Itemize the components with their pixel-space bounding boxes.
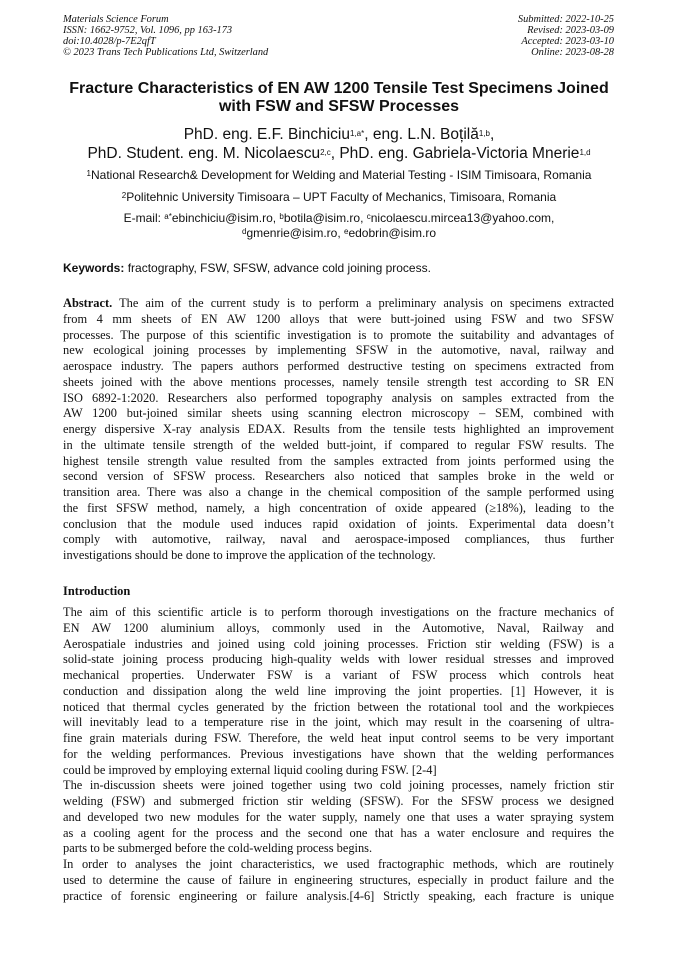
introduction-body <box>63 605 614 904</box>
author: , eng. L.N. Boțilă <box>364 126 479 143</box>
intro-line: fine grain materials during FSW. Therefore, the weld heat input control seems to be very important <box>63 731 614 745</box>
email-sup: c <box>366 212 371 221</box>
submitted-date: Submitted: 2022-10-25 <box>517 14 614 25</box>
intro-line: noticed that thermal cycles generated by the friction between the rotational tool and the workpieces <box>63 699 614 714</box>
author: , PhD. eng. Gabriela-Victoria Mnerie <box>330 145 580 162</box>
issn: ISSN: 1662-9752, Vol. 1096, pp 163-173 <box>63 24 233 36</box>
intro-line: solid-state joining process producing high-quality welds with lower residual stresses and improved <box>63 652 614 667</box>
paper-title <box>40 80 638 116</box>
affiliation-2 <box>20 190 658 204</box>
abstract <box>63 296 614 564</box>
separator: , <box>489 126 495 143</box>
intro-line: will inevitably lead to a temperature rise in the joint, which may result in the coarsening of ultra- <box>63 715 614 730</box>
abstract-line: ISO 6892-1:2020. Researchers also performed topography analysis on samples extracted from the <box>63 390 614 405</box>
abstract-line: processes. The purpose of this scientific investigation is to promote the suitability and advantages of <box>63 327 614 342</box>
title-line: Fracture Characteristics of EN AW 1200 Tensile Test Specimens Joined <box>69 80 609 97</box>
abstract-line: the first SFSW method, namely, a high concentration of oxide appeared (≥18%), leading to the <box>63 500 614 515</box>
author-sup: 1,d <box>579 148 591 157</box>
intro-line: as a cooling agent for the process and the second one that has a water enclosure and requires the <box>63 825 614 840</box>
keywords-label: Keywords: <box>63 261 125 275</box>
intro-line: conduction and dissipation along the weld line improving the joint properties. [1] However, it is <box>63 683 614 698</box>
accepted-date: Accepted: 2023-03-10 <box>521 35 614 47</box>
email: botila@isim.ro, <box>283 211 367 225</box>
intro-line: could be improved by employing external liquid cooling during FSW. [2-4] <box>63 762 437 777</box>
journal-info <box>63 15 268 59</box>
revised-date: Revised: 2023-03-09 <box>527 24 614 36</box>
intro-line: EN AW 1200 aluminium alloys, commonly used in the Automotive, Naval, Railway and <box>63 620 614 635</box>
abstract-line: AW 1200 but-joined similar sheets using scanning electron microscopy – SEM, combined with <box>63 406 614 421</box>
authors <box>20 125 658 163</box>
abstract-line: new ecological joining processes by implementing SFSW in the automotive, naval, railway and <box>63 343 614 358</box>
aff-text: National Research& Development for Welding and Material Testing - ISIM Timisoara, Romania <box>91 168 592 182</box>
email-sup: d <box>242 227 247 236</box>
abstract-line: highest tensile strength value resulted from the samples extracted from joints performed using the <box>63 453 614 468</box>
online-date: Online: 2023-08-28 <box>531 46 614 58</box>
intro-line: for the welding performances. Previous investigations have shown that the welding performances <box>63 746 614 761</box>
journal-name: Materials Science Forum <box>63 14 169 25</box>
intro-line: practice of forensic engineering or failure analysis.[4-6] Strictly speaking, each fracture is unique <box>63 888 614 903</box>
email: edobrin@isim.ro <box>348 226 436 240</box>
abstract-label: Abstract. <box>63 296 113 310</box>
email-label: E-mail: <box>123 211 165 225</box>
author-sup: 1,a* <box>350 129 365 138</box>
intro-line: mechanical properties. Underwater FSW is a variant of FSW process which controls heat <box>63 668 614 682</box>
intro-line: parts to be submerged before the cold-welding process begins. <box>63 841 373 856</box>
email: nicolaescu.mircea13@yahoo.com, <box>370 211 555 225</box>
abstract-line: second version of SFSW process. Researchers also noticed that samples broke in the weld or <box>63 469 614 484</box>
abstract-line: aerospace industry. The papers authors performed destructive testing on specimens extracted from <box>63 359 614 373</box>
abstract-line: transition area. There was also a change in the chemical composition of the sample performed using <box>63 485 614 499</box>
dates-info <box>518 15 614 59</box>
abstract-line: energy dispersive X-ray analysis EDAX. Results from the tensile tests highlighted an improvement <box>63 422 614 436</box>
intro-line: welding (FSW) and submerged friction stir welding (SFSW). For the SFSW process we designed <box>63 794 614 808</box>
doi: doi:10.4028/p-7E2qfT <box>63 35 156 47</box>
aff-text: Politehnic University Timisoara – UPT Faculty of Mechanics, Timisoara, Romania <box>126 190 557 204</box>
email-sup: a* <box>164 212 172 221</box>
abstract-line: comply with automotive, railway, naval and aerospace-imposed compliances, thus further <box>63 532 614 547</box>
aff-sup: 1 <box>86 169 91 178</box>
title-line: with FSW and SFSW Processes <box>218 98 460 115</box>
emails <box>20 211 658 240</box>
intro-line: and developed two new modules for the water supply, namely one that uses a water spraying system <box>63 809 614 824</box>
author-sup: 1,b <box>478 129 490 138</box>
author: PhD. eng. E.F. Binchiciu <box>183 126 350 143</box>
email-sup: e <box>344 227 349 236</box>
author-sup: 2,c <box>320 148 331 157</box>
abstract-line: in the ultimate tensile strength of the welded butt-joint, if compared to regular FSW results. The <box>63 437 614 452</box>
author: PhD. Student. eng. M. Nicolaescu <box>87 145 321 162</box>
abstract-line <box>63 296 614 312</box>
abstract-line: from 4 mm sheets of EN AW 1200 alloys that were butt-joined using FSW and two SFSW <box>63 311 614 326</box>
affiliation-1 <box>20 168 658 182</box>
keywords <box>63 261 431 275</box>
intro-line: Aerospatiale industries and joined using cold joining processes. Friction stir welding (FSW) is a <box>63 636 614 651</box>
keywords-text: fractography, FSW, SFSW, advance cold joining process. <box>124 261 431 275</box>
abstract-text: The aim of the current study is to perform a preliminary analysis on specimens extracted <box>112 296 614 310</box>
copyright: © 2023 Trans Tech Publications Ltd, Switzerland <box>63 46 269 58</box>
intro-line: In order to analyses the joint characteristics, we used fractographic methods, which are routinely <box>63 857 614 871</box>
abstract-line: conclusion that the module used induces rapid oxidation of joints. Experimental data doesn’t <box>63 516 614 531</box>
intro-line: used to determine the cause of failure in engineering structures, especially in product failure and the <box>63 872 614 887</box>
aff-sup: 2 <box>121 191 127 200</box>
abstract-line: sheets joined with the above mentions processes, namely tensile strength test according to SR EN <box>63 374 614 389</box>
abstract-line: investigations should be done to improve the application of the technology. <box>63 548 436 562</box>
email: ebinchiciu@isim.ro, <box>171 211 280 225</box>
email: gmenrie@isim.ro, <box>246 226 344 240</box>
intro-line: The in-discussion sheets were joined together using two cold joining processes, namely friction stir <box>63 778 614 793</box>
email-sup: b <box>279 212 284 221</box>
section-heading-introduction: Introduction <box>63 584 131 598</box>
intro-line: The aim of this scientific article is to perform thorough investigations on the fracture mechanics of <box>63 605 614 619</box>
